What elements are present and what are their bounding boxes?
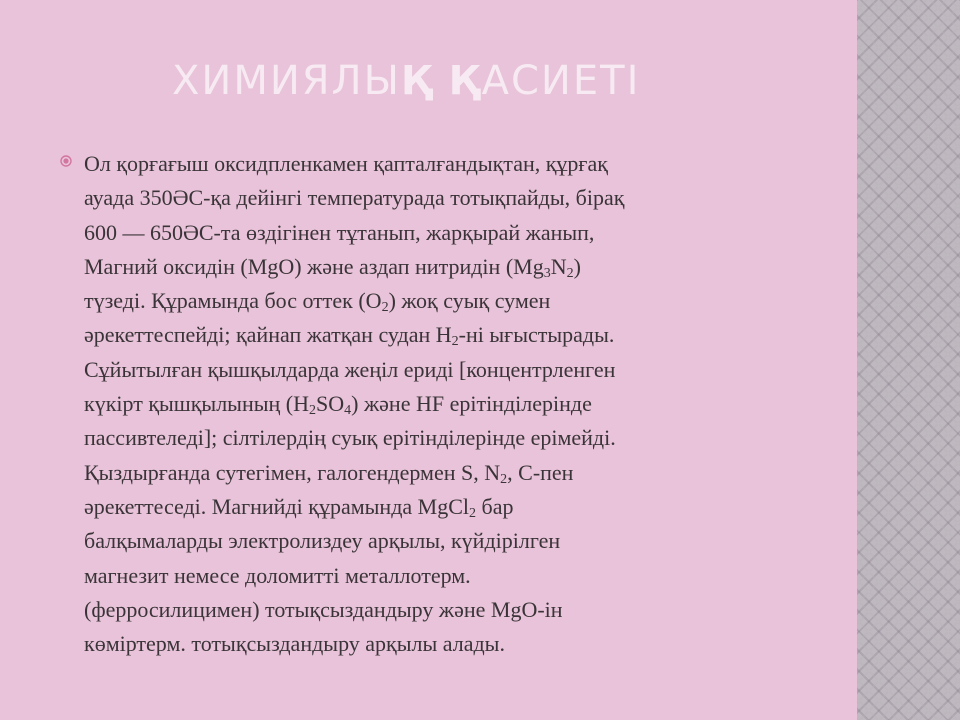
subscript: 2 (566, 265, 574, 281)
subscript: 2 (309, 403, 316, 419)
text-run: Қыздырғанда сутегімен, галогендермен S, N (84, 459, 501, 485)
text-line: (ферросилицимен) тотықсыздандыру және MgO-ін (84, 596, 563, 622)
text-line (84, 490, 784, 524)
text-run: әрекеттеспейді; қайнап жатқан судан H (84, 322, 452, 348)
slide-title (172, 58, 640, 104)
subscript: 2 (381, 300, 389, 316)
text-line: ауада 350ӘС-қа дейінгі температурада тотықпайды, бірақ (84, 185, 625, 211)
text-run: SO (316, 391, 345, 417)
text-run: Магний оксидін (MgO) және аздап нитридін (Mg (84, 253, 544, 279)
text-line: Ол қорғағыш оксидпленкамен қапталғандықтан, құрғақ (84, 151, 608, 176)
subscript: 2 (500, 471, 508, 487)
text-run: ) (573, 253, 581, 279)
text-line: магнезит немесе доломитті металлотерм. (84, 562, 471, 588)
text-line (84, 387, 784, 421)
text-line (84, 250, 784, 284)
text-run: , C-пен (507, 459, 574, 485)
title-part: АСИЕТІ (481, 58, 641, 104)
text-line: көміртерм. тотықсыздандыру арқылы алады. (84, 631, 505, 657)
decorative-pattern-strip (857, 0, 960, 720)
subscript: 2 (451, 334, 459, 350)
text-line (84, 456, 784, 490)
circle-bullet-icon (60, 155, 72, 167)
text-line: Сұйытылған қышқылдарда жеңіл ериді [концентрленген (84, 356, 616, 382)
text-run: күкірт қышқылының (H (84, 391, 309, 417)
text-run: әрекеттеседі. Магнийді құрамында MgCl (84, 493, 469, 519)
subscript: 2 (469, 505, 476, 521)
bullet-paragraph (84, 147, 784, 661)
title-part-bold: Қ (448, 58, 482, 104)
text-run: N (550, 253, 567, 279)
text-run: -ні ығыстырады. (458, 322, 615, 348)
text-run: ) жоқ суық сумен (388, 288, 551, 314)
subscript: 4 (344, 403, 352, 419)
text-line: балқымаларды электролиздеу арқылы, күйдірілген (84, 528, 561, 554)
text-run: түзеді. Құрамында бос оттек (O (84, 288, 382, 314)
text-line: 600 — 650ӘС-та өздігінен тұтанып, жарқырай жанып, (84, 219, 595, 245)
text-line (84, 318, 784, 352)
text-line (84, 284, 784, 318)
title-part-bold: Қ (400, 58, 434, 104)
text-line: пассивтеледі]; сілтілердің суық ерітінділерінде ерімейді. (84, 425, 616, 451)
subscript: 3 (543, 265, 551, 281)
text-run: ) және HF ерітінділерінде (351, 391, 592, 417)
title-space (434, 58, 449, 104)
title-part: ХИМИЯЛЫ (172, 58, 401, 104)
text-run: бар (476, 493, 514, 519)
